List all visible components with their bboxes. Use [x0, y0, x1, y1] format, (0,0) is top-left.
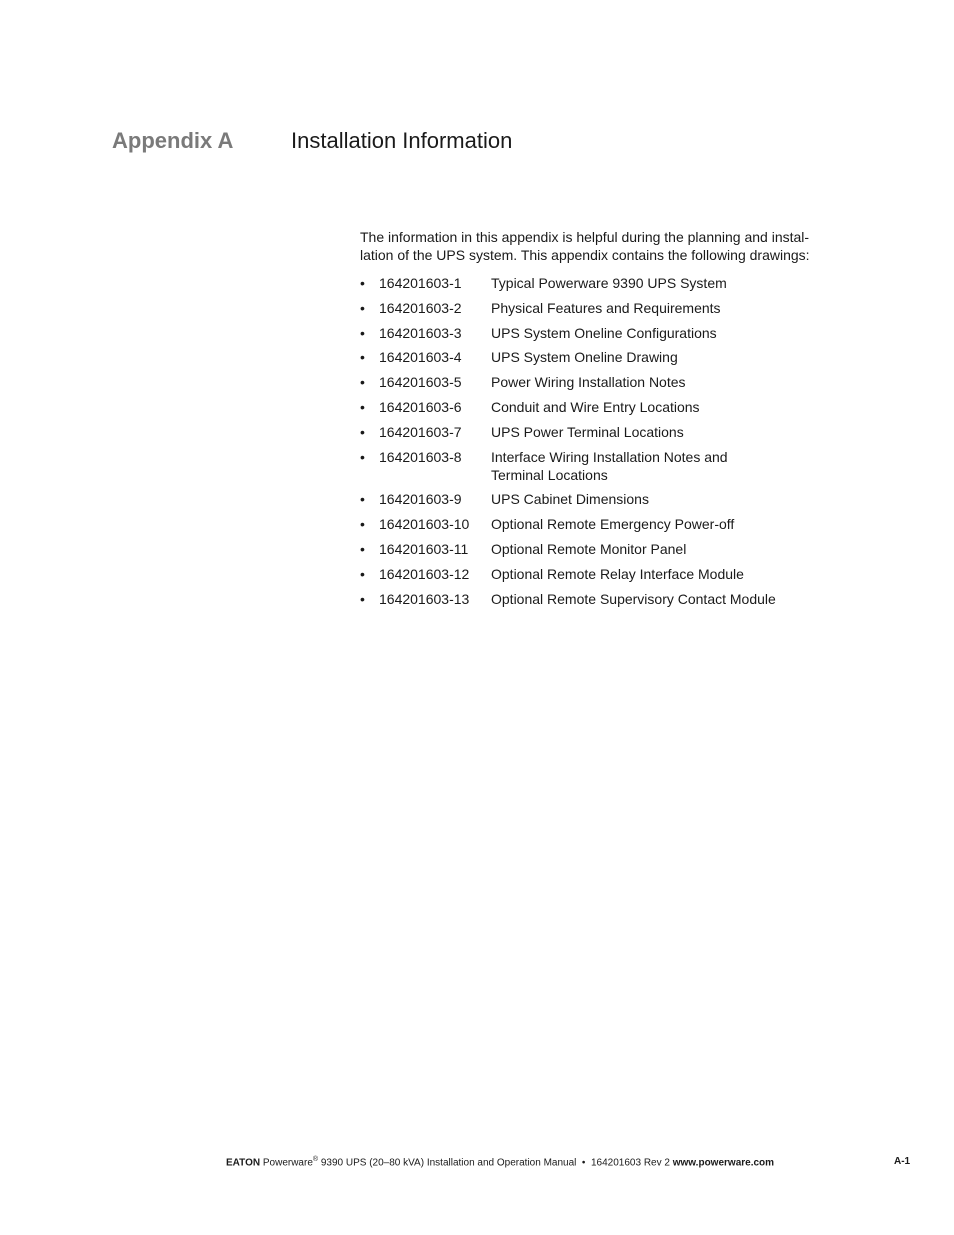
registered-mark: ®: [312, 1156, 319, 1163]
drawing-title: Typical Powerware 9390 UPS System: [491, 275, 727, 291]
drawing-number: 164201603-12: [379, 565, 470, 582]
drawing-title: UPS Cabinet Dimensions: [491, 491, 649, 508]
drawing-number: 164201603-6: [379, 398, 462, 415]
drawing-number: 164201603-5: [379, 374, 462, 391]
bullet: •: [360, 398, 365, 415]
bullet: •: [360, 516, 365, 533]
drawing-list-item: [360, 565, 860, 583]
drawing-number: 164201603-8: [379, 448, 462, 465]
footer-url: www.powerware.com: [672, 1157, 775, 1169]
drawing-list-item: [360, 274, 860, 292]
bullet: •: [360, 423, 365, 440]
appendix-heading: [112, 128, 812, 160]
bullet: •: [360, 299, 365, 316]
drawing-number: 164201603-10: [379, 516, 470, 533]
drawing-number: 164201603-11: [379, 540, 469, 557]
drawing-number: 164201603-13: [379, 590, 470, 607]
bullet: •: [360, 349, 365, 366]
drawing-title: Optional Remote Supervisory Contact Module: [491, 590, 776, 607]
drawing-list-item: [360, 348, 860, 366]
drawing-list-item: [360, 398, 860, 416]
drawing-title: Optional Remote Monitor Panel: [491, 540, 687, 557]
bullet: •: [360, 275, 365, 291]
footer-brand: EATON: [226, 1157, 261, 1169]
bullet: •: [360, 491, 365, 508]
drawing-list-item: [360, 590, 860, 608]
intro-line-2: lation of the UPS system. This appendix contains the following drawings:: [360, 247, 810, 263]
bullet: •: [360, 374, 365, 391]
drawing-title: Power Wiring Installation Notes: [491, 374, 686, 391]
drawing-list: [360, 274, 860, 608]
drawing-number: 164201603-4: [379, 349, 462, 366]
drawing-title: Optional Remote Emergency Power-off: [491, 516, 735, 533]
drawing-list-item: [360, 373, 860, 391]
footer-description: 9390 UPS (20–80 kVA) Installation and Operation Manual • 164201603 Rev 2: [318, 1157, 673, 1169]
drawing-number: 164201603-7: [379, 423, 462, 440]
drawing-list-item: [360, 515, 860, 533]
appendix-label: Appendix A: [112, 128, 234, 153]
bullet: •: [360, 540, 365, 557]
drawing-list-item: [360, 423, 860, 441]
drawing-list-item: [360, 448, 860, 484]
drawing-number: 164201603-1: [379, 275, 462, 291]
drawing-list-item: [360, 324, 860, 342]
intro-paragraph: [360, 228, 860, 264]
drawing-list-item: [360, 299, 860, 317]
main-content: [360, 228, 860, 614]
bullet: •: [360, 448, 365, 465]
page-number: A-1: [894, 1156, 911, 1167]
page-footer: [226, 1156, 774, 1168]
drawing-title: Physical Features and Requirements: [491, 299, 721, 316]
footer-product: Powerware: [262, 1157, 313, 1169]
appendix-title: Installation Information: [291, 128, 513, 153]
drawing-title: UPS System Oneline Configurations: [491, 324, 717, 341]
drawing-title: UPS Power Terminal Locations: [491, 423, 684, 440]
bullet: •: [360, 590, 365, 607]
drawing-title: Interface Wiring Installation Notes and Terminal Locations: [491, 448, 728, 483]
drawing-title: Conduit and Wire Entry Locations: [491, 398, 700, 415]
intro-line-1: The information in this appendix is helpful during the planning and instal-: [360, 229, 810, 245]
bullet: •: [360, 324, 365, 341]
drawing-title: Optional Remote Relay Interface Module: [491, 565, 744, 582]
drawing-list-item: [360, 490, 860, 508]
drawing-number: 164201603-3: [379, 324, 462, 341]
drawing-title: UPS System Oneline Drawing: [491, 349, 678, 366]
drawing-number: 164201603-9: [379, 491, 462, 508]
bullet: •: [360, 565, 365, 582]
drawing-list-item: [360, 540, 860, 558]
drawing-number: 164201603-2: [379, 299, 462, 316]
